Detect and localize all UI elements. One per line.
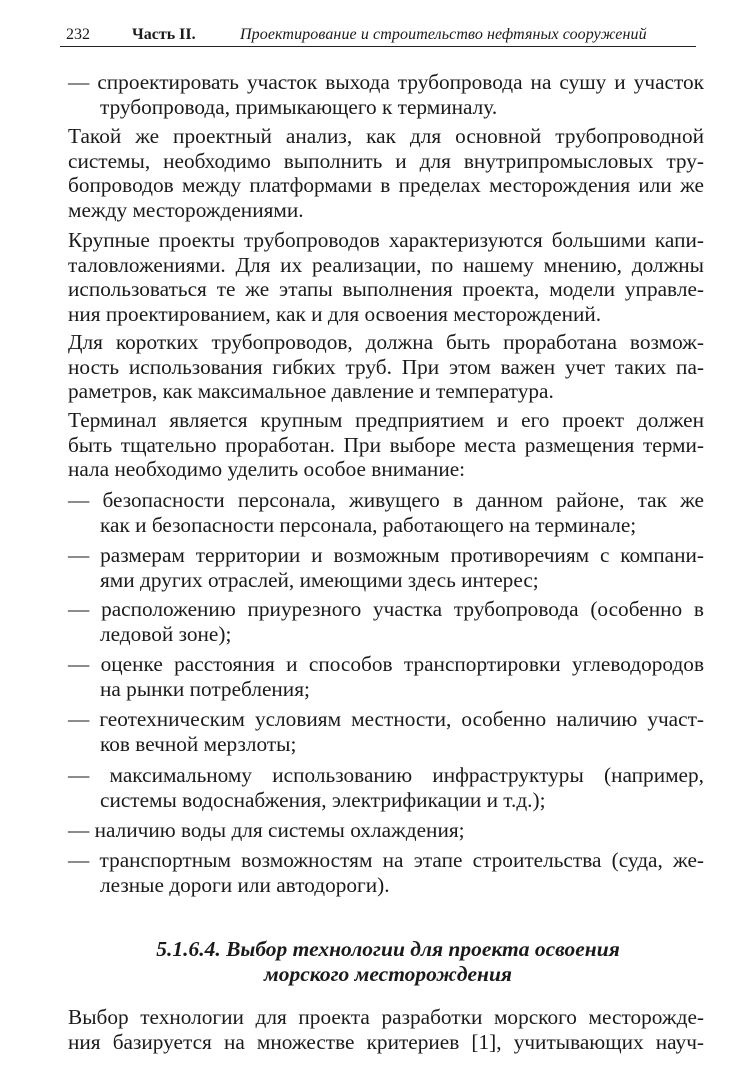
text-line: бопроводов между платформами в пределах месторождения или же — [68, 173, 704, 197]
text-line: как и безопасности персонала, работающего на терминале; — [100, 512, 637, 537]
paragraph — [68, 408, 704, 482]
text-line: Для коротких трубопроводов, должна быть проработана возмож- — [68, 330, 704, 354]
text-line: — транспортным возможностям на этапе строительства (суда, же- — [68, 848, 704, 872]
text-line: Такой же проектный анализ, как для основной трубопроводной — [68, 124, 704, 148]
paragraph — [68, 228, 704, 326]
text-line: быть тщательно проработан. При выборе места размещения терми- — [68, 432, 704, 457]
heading-line: 5.1.6.4. Выбор технологии для проекта освоения — [156, 937, 620, 961]
paragraph — [68, 124, 704, 222]
section-heading — [68, 937, 708, 987]
text-line: ния проектированием, как и для освоения месторождений. — [68, 301, 602, 326]
paragraph — [68, 330, 704, 404]
running-header — [60, 24, 696, 47]
text-line: ледовой зоне); — [100, 621, 232, 646]
paragraph — [68, 1005, 704, 1054]
text-line: ков вечной мерзлоты; — [100, 731, 297, 756]
text-line: на рынки потребления; — [100, 676, 310, 701]
text-line: раметров, как максимальное давление и температура. — [68, 379, 554, 403]
text-line: — размерам территории и возможным противоречиям с компани- — [68, 543, 704, 567]
text-line: — оценке расстояния и способов транспортировки углеводородов — [68, 652, 704, 676]
part-label: Часть II. — [132, 26, 196, 43]
list-item — [68, 848, 704, 897]
page-number: 232 — [66, 26, 90, 43]
list-item — [68, 488, 704, 537]
text-line: Терминал является крупным предприятием и его проект должен — [68, 408, 704, 432]
text-line: — безопасности персонала, живущего в данном районе, так же — [68, 488, 704, 512]
text-line: ность использования гибких труб. При этом важен учет таких па- — [68, 354, 704, 379]
text-line: Выбор технологии для проекта разработки морского месторожде- — [68, 1005, 704, 1029]
text-line: таловложениями. Для их реализации, по нашему мнению, должны — [68, 252, 704, 277]
list-item — [68, 707, 704, 756]
text-line: — максимальному использованию инфраструктуры (например, — [68, 763, 704, 787]
text-line: системы водоснабжения, электрификации и т.д.); — [100, 787, 546, 812]
text-line: Крупные проекты трубопроводов характеризуются большими капи- — [68, 228, 704, 252]
list-item — [68, 652, 704, 701]
text-line: трубопровода, примыкающего к терминалу. — [100, 94, 498, 119]
list-item — [68, 763, 704, 812]
list-item — [68, 597, 704, 646]
text-line: между месторождениями. — [68, 197, 304, 222]
part-title: Проектирование и строительство нефтяных сооружений — [240, 26, 647, 43]
text-line: системы, необходимо выполнить и для внутрипромысловых тру- — [68, 148, 704, 173]
text-line: использоваться те же этапы выполнения проекта, модели управле- — [68, 277, 704, 301]
text-line: ями других отраслей, имеющими здесь интерес; — [100, 567, 539, 592]
heading-line: морского месторождения — [264, 962, 512, 986]
text-line: — расположению приурезного участка трубопровода (особенно в — [68, 597, 704, 621]
list-item — [68, 818, 704, 843]
list-item — [68, 70, 704, 119]
text-line: ния базируется на множестве критериев [1], учитывающих науч- — [68, 1029, 704, 1054]
text-line: — геотехническим условиям местности, особенно наличию участ- — [68, 707, 704, 731]
text-line: лезные дороги или автодороги). — [100, 872, 390, 897]
text-line: — спроектировать участок выхода трубопровода на сушу и участок — [68, 70, 704, 94]
text-line: нала необходимо уделить особое внимание: — [68, 457, 466, 481]
text-line: — наличию воды для системы охлаждения; — [68, 818, 465, 842]
list-item — [68, 543, 704, 592]
